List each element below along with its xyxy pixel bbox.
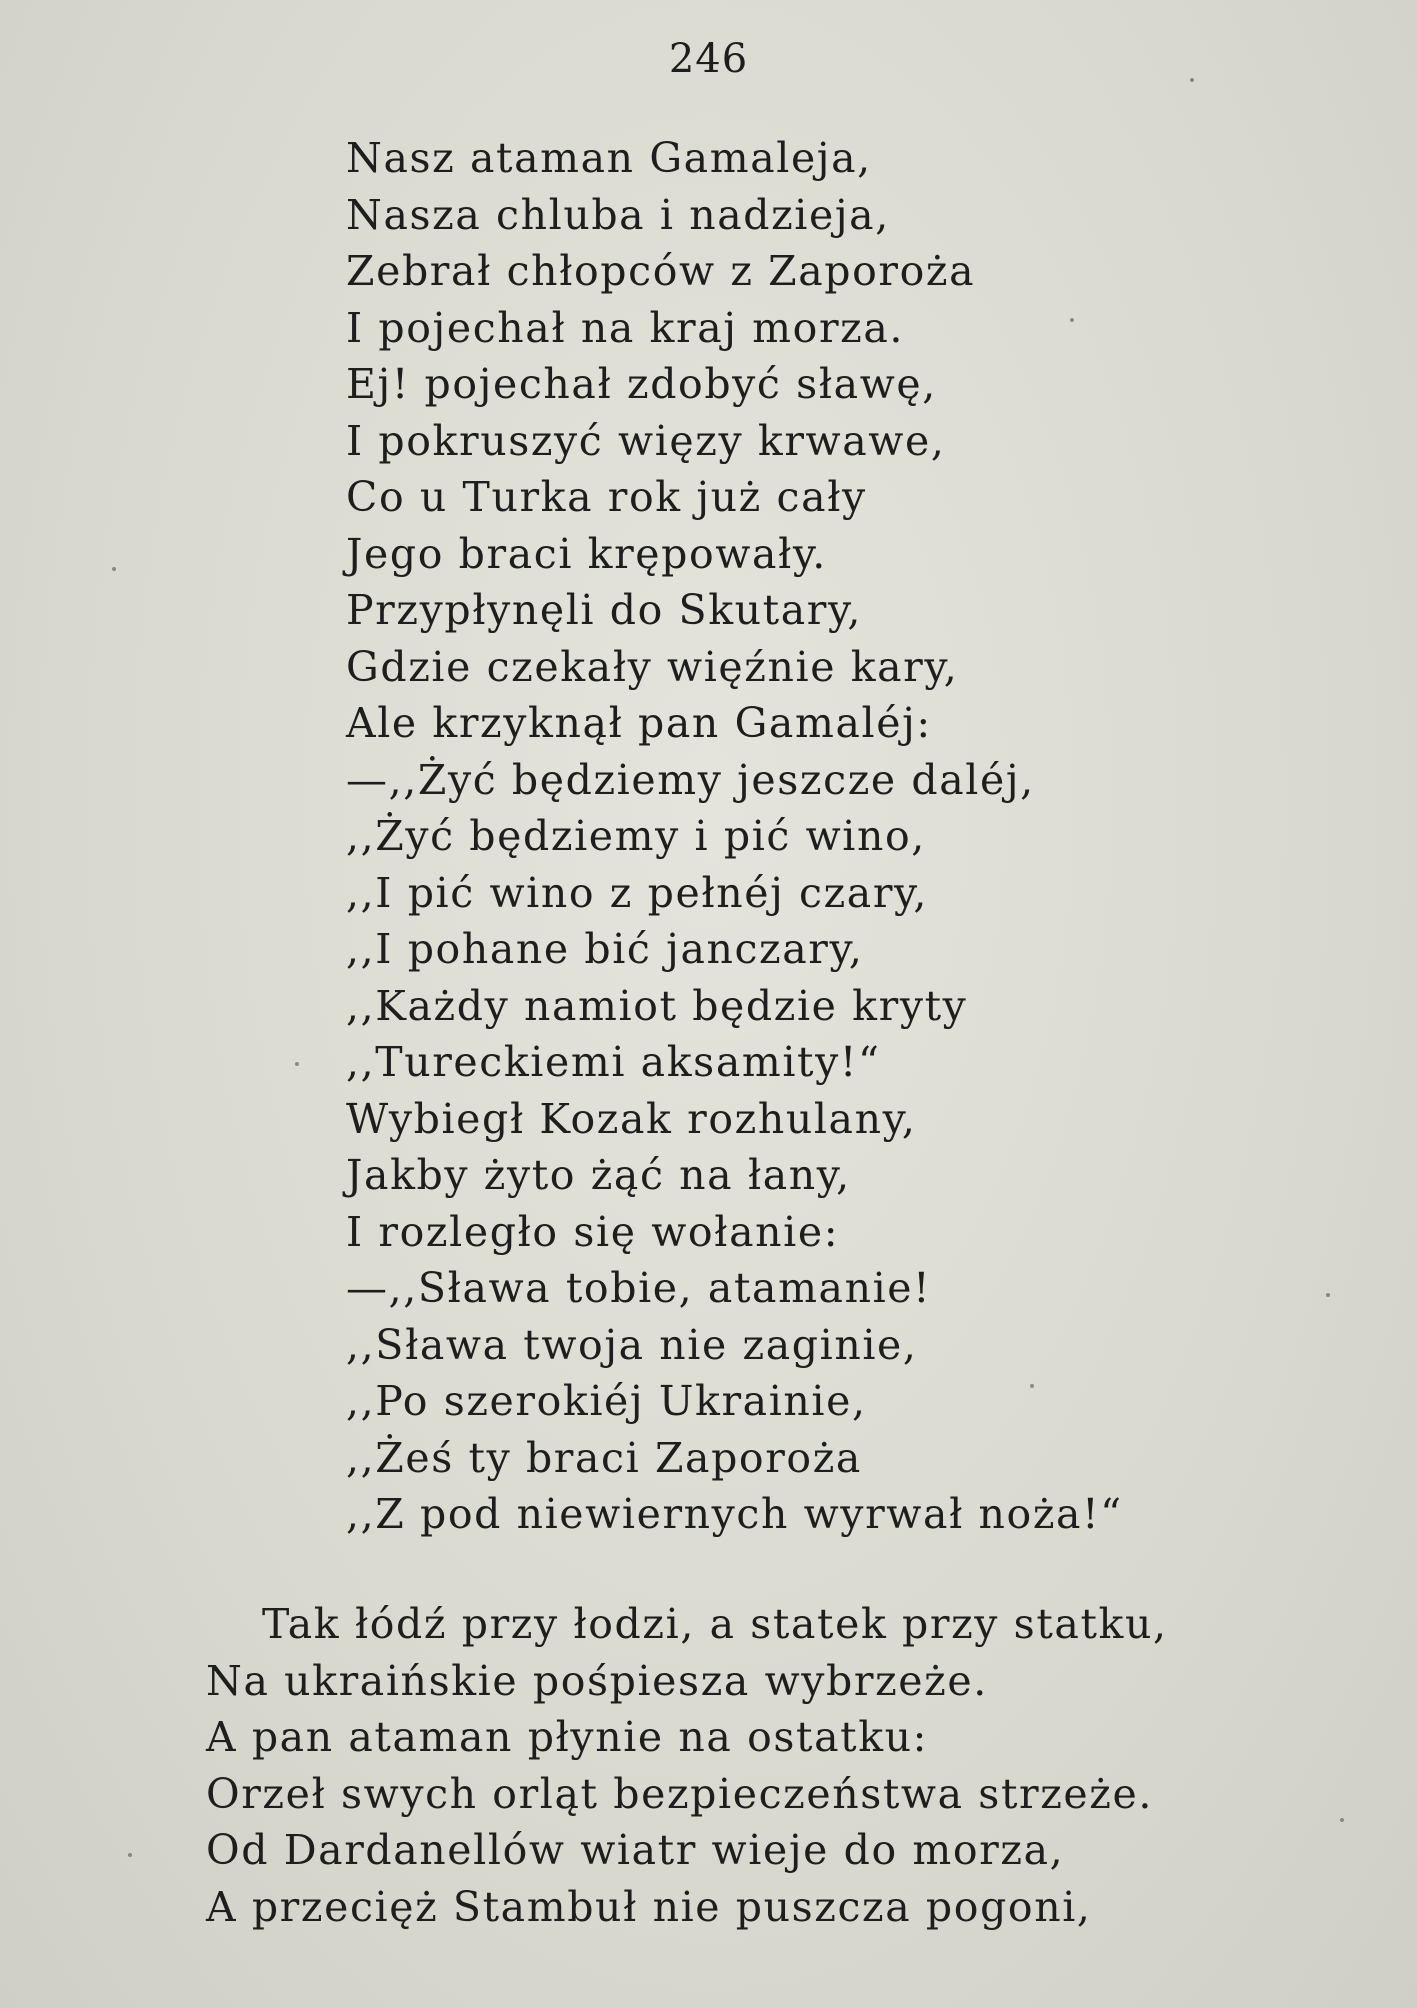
closing-line: Tak łódź przy łodzi, a statek przy statku, bbox=[262, 1600, 1168, 1648]
poem-line: ,,Każdy namiot będzie kryty bbox=[346, 981, 968, 1030]
print-speck bbox=[128, 1853, 132, 1857]
poem-line: ,,Żyć będziemy i pić wino, bbox=[346, 812, 926, 860]
poem-stanza bbox=[346, 130, 1123, 1543]
print-speck bbox=[1326, 1293, 1330, 1297]
poem-line: —,,Sława tobie, atamanie! bbox=[346, 1264, 932, 1312]
poem-line: Nasza chluba i nadzieja, bbox=[346, 190, 890, 239]
poem-line: Wybiegł Kozak rozhulany, bbox=[346, 1094, 917, 1143]
closing-stanza bbox=[206, 1596, 1168, 1935]
print-speck bbox=[1340, 1818, 1344, 1822]
poem-line: I pokruszyć więzy krwawe, bbox=[346, 416, 946, 465]
poem-line: Jego braci krępowały. bbox=[346, 529, 827, 578]
poem-line: ,,Po szerokiéj Ukrainie, bbox=[346, 1377, 867, 1425]
poem-line: ,,Sława twoja nie zaginie, bbox=[346, 1320, 918, 1369]
poem-line: Jakby żyto żąć na łany, bbox=[346, 1151, 851, 1199]
poem-line: ,,Żeś ty braci Zaporoża bbox=[346, 1433, 862, 1482]
closing-line: Orzeł swych orląt bezpieczeństwa strzeże. bbox=[206, 1769, 1153, 1818]
poem-line: —,,Żyć będziemy jeszcze daléj, bbox=[346, 755, 1035, 804]
print-speck bbox=[295, 1062, 299, 1066]
poem-line: ,,Z pod niewiernych wyrwał noża!“ bbox=[346, 1490, 1123, 1538]
poem-line: Ale krzyknął pan Gamaléj: bbox=[346, 699, 932, 747]
print-speck bbox=[112, 567, 116, 571]
closing-line: Na ukraińskie pośpiesza wybrzeże. bbox=[206, 1656, 988, 1705]
poem-line: I pojechał na kraj morza. bbox=[346, 303, 905, 352]
poem-line: ,,I pohane bić janczary, bbox=[346, 925, 864, 973]
poem-line: Przypłynęli do Skutary, bbox=[346, 586, 862, 634]
poem-line: ,,I pić wino z pełnéj czary, bbox=[346, 868, 928, 917]
poem-line: ,,Tureckiemi aksamity!“ bbox=[346, 1038, 881, 1086]
closing-line: A pan ataman płynie na ostatku: bbox=[206, 1713, 929, 1761]
poem-line: Gdzie czekały więźnie kary, bbox=[346, 642, 959, 691]
print-speck bbox=[1030, 1384, 1034, 1388]
poem-line: Co u Turka rok już cały bbox=[346, 473, 867, 521]
poem-line: Zebrał chłopców z Zaporoża bbox=[346, 247, 976, 295]
closing-line: A przecięż Stambuł nie puszcza pogoni, bbox=[206, 1882, 1092, 1931]
page-number: 246 bbox=[668, 36, 749, 82]
poem-line: Ej! pojechał zdobyć sławę, bbox=[346, 360, 937, 408]
poem-line: I rozległo się wołanie: bbox=[346, 1207, 840, 1256]
print-speck bbox=[1070, 318, 1074, 322]
print-speck bbox=[1190, 78, 1194, 82]
poem-line: Nasz ataman Gamaleja, bbox=[346, 134, 872, 182]
closing-line: Od Dardanellów wiatr wieje do morza, bbox=[206, 1826, 1065, 1874]
